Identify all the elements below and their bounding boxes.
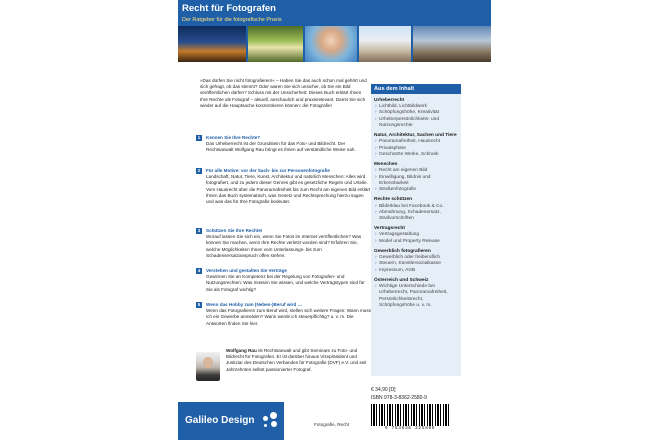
contents-group-heading: Österreich und Schweiz [374, 277, 429, 283]
author-description: ist Rechtsanwalt und gibt Seminare zu Foto- und Bildrecht für Fotografen. Er ist darüber hinaus Vizepräsident und Justiziar des Deutschen Verbandes für Fotografie (DVF) e.V. und seit Jahrzehnten selbst passionierter Fotograf. [226, 348, 367, 372]
contents-item: › Privatsphäre [374, 146, 458, 152]
isbn: ISBN 978-3-8362-2580-9 [371, 395, 427, 401]
contents-group [374, 98, 458, 129]
photo-woman-portrait [305, 26, 357, 62]
publisher-logo [178, 402, 284, 440]
publisher-dots-icon [261, 410, 281, 432]
contents-group [374, 162, 458, 193]
book-subtitle: Der Ratgeber für die fotografische Praxis [182, 17, 282, 23]
contents-title: Aus dem Inhalt [371, 84, 461, 94]
barcode-bars [371, 404, 449, 426]
contents-group-heading: Rechte schützen [374, 197, 413, 203]
section-number: 5 [197, 302, 201, 307]
section-heading: Verstehen und gestalten Sie Verträge [206, 268, 287, 273]
author-bio [226, 348, 372, 373]
contents-group-heading: Gewerblich fotografieren [374, 248, 431, 254]
contents-item: › Steuern, Künstlersozialkasse [374, 261, 458, 267]
section-4 [196, 268, 372, 293]
contents-item: › Schöpfungshöhe, Kreativität [374, 110, 458, 116]
contents-group [374, 197, 458, 222]
section-heading: Für alle Motive: vor der Sach- bis zur Personenfotografie [206, 168, 330, 173]
photo-forest-light [248, 26, 304, 62]
section-number: 2 [197, 168, 201, 173]
barcode [371, 404, 449, 432]
photo-strip [178, 26, 491, 62]
contents-group-heading: Urheberrecht [374, 98, 405, 103]
contents-group-heading: Menschen [374, 162, 398, 168]
section-body: Landschaft, Natur, Tiere, Kunst, Architektur und natürlich Menschen: Alles wird fotografiert, und zu jedem dieser Genres gibt es gesetzliche Regeln und Urteile. Vom Hausrecht über die Panoramafreiheit bis zum Recht am eigenen Bild erklärt Ihnen das Buch systematisch, was Gesetz und Rechtsprechung hierzu sagen und was das für Ihre Fotografie bedeutet. [206, 174, 371, 204]
contents-item: › Einwilligung, Bildnis und Erkennbarkeit [374, 175, 458, 187]
contents-item: › Panoramafreiheit, Hausrecht [374, 139, 458, 145]
photo-castle-night [178, 26, 246, 62]
book-back-cover [178, 0, 491, 440]
price: € 34,90 [D] [371, 387, 396, 393]
section-heading: Wenn das Hobby zum (Neben-)Beruf wird … [206, 302, 303, 307]
section-number: 1 [197, 135, 201, 140]
contents-item: › Impressum, AGB [374, 268, 458, 274]
photo-statue [413, 26, 491, 62]
contents-group [374, 133, 458, 158]
contents-group-heading: Vertragsrecht [374, 226, 405, 232]
book-title: Recht für Fotografen [182, 3, 276, 14]
publisher-name: Galileo Design [185, 415, 255, 426]
contents-item: › Recht am eigenen Bild [374, 168, 458, 174]
contents-group-heading: Natur, Architektur, Sachen und Tiere [374, 133, 457, 139]
category-label: Fotografie, Recht [314, 422, 350, 427]
contents-item: › Bilderklau bei Facebook & Co. [374, 204, 458, 210]
contents-item: › Lichtbild, Lichtbildwerk [374, 104, 458, 110]
section-5 [196, 302, 372, 327]
section-1 [196, 135, 372, 154]
section-body: Das Urheberrecht ist der Grundstein für das Foto- und Bildrecht. Der Rechtsanwalt Wolfgang Rau bringt es Ihnen auf verständliche Weise nah. [206, 141, 356, 153]
section-number: 4 [197, 268, 201, 273]
cover-header [178, 0, 491, 62]
contents-item: › Vertragsgestaltung [374, 232, 458, 238]
contents-item: › Abmahnung, Schadenersatz, Strafvorschriften [374, 210, 458, 222]
contents-group [374, 278, 458, 309]
barcode-digits: 9 783836 225809 [384, 426, 436, 431]
contents-item: › Model und Property Release [374, 239, 458, 245]
section-body: Wenn das Fotografieren zum Beruf wird, stellen sich weitere Fragen: Wann muss ich ein Gewerbe anmelden? Wann werde ich steuerpflichtig? u. v. m. Die Antworten finden Sie hier. [206, 308, 371, 326]
intro-text: »Das dürfen Sie nicht fotografieren!« – Haben Sie das auch schon mal gehört und sich gefragt, ob das stimmt? Oder waren Sie sich unsicher, ob Sie ein Bild veröffentlichen dürfen? Schluss mit der Unsicherheit: Dieses Buch erklärt Ihnen Ihre Rechte als Fotograf – aktuell, anschaulich und praxisrelevant. Damit Sie sich wieder auf die Hauptsache konzentrieren können: die Fotografie! [200, 78, 367, 108]
section-body: Gewinnen Sie an Kompetenz bei der Regelung von Fotografen- und Nutzungsrechten: Was müssen Sie wissen, und welche Vertragstypen sind für Sie als Fotograf wichtig? [206, 274, 365, 292]
contents-item: › Urheberpersönlichkeits- und Nutzungsrechte [374, 117, 458, 129]
section-2 [196, 168, 372, 205]
author-portrait [196, 352, 220, 381]
contents-group [374, 226, 458, 245]
section-3 [196, 228, 372, 259]
photo-brandenburg-gate [359, 26, 411, 62]
section-number: 3 [197, 228, 201, 233]
section-heading: Schützen Sie Ihre Rechte! [206, 228, 263, 233]
contents-item: › Geschützte Werke, Schrank [374, 152, 458, 158]
contents-box [371, 84, 461, 376]
contents-item: › Wichtige Unterschiede bei Urheberrecht, Panoramafreiheit, Persönlichkeitsrecht, Schöpfungshöhe u. v. m. [374, 284, 458, 309]
contents-item: › Gewerblich oder freiberuflich [374, 255, 458, 261]
section-body: Worauf lassen Sie sich ein, wenn Sie Fotos im Internet veröffentlichen? Was können Sie machen, wenn Ihre Rechte verletzt worden sind? Erfahren Sie, welche Möglichkeiten Ihnen vom Unterlassungs- bis zum Schadensersatzanspruch offen stehen. [206, 234, 362, 258]
contents-group [374, 249, 458, 274]
author-name: Wolfgang Rau [226, 348, 257, 353]
contents-item: › Straßenfotografie [374, 187, 458, 193]
section-heading: Kennen Sie Ihre Rechte? [206, 135, 261, 140]
